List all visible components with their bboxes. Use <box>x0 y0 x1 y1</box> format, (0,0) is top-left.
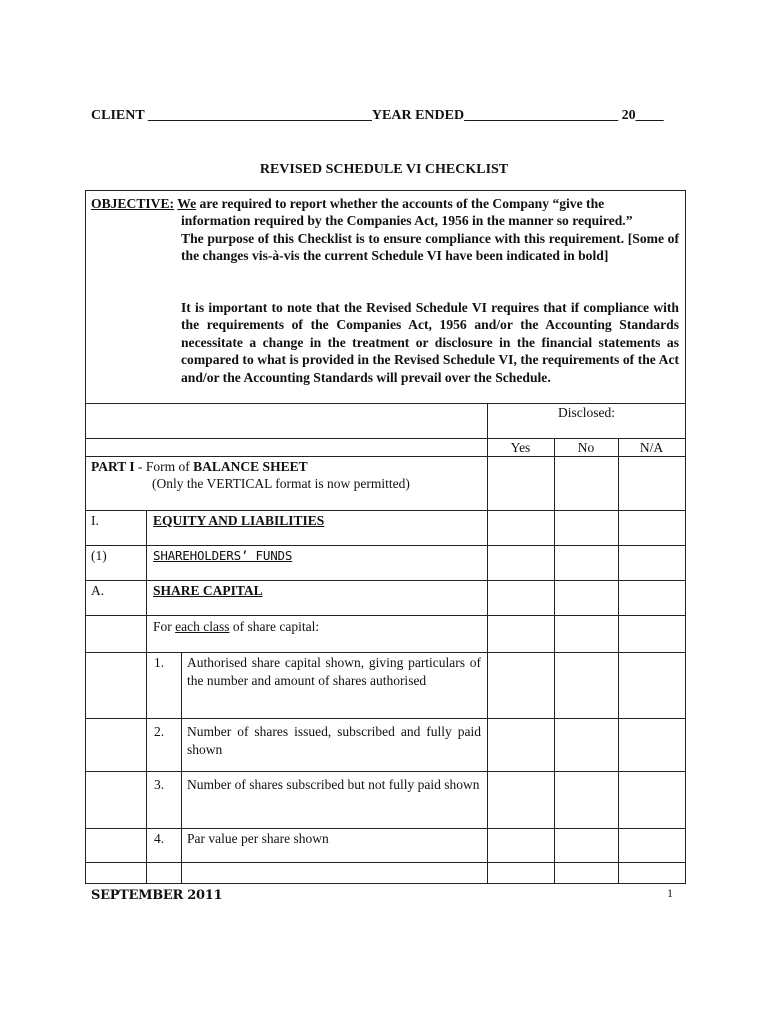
na-column-header: N/A <box>639 440 664 455</box>
item-number: 4. <box>154 831 165 846</box>
objective-paragraph-1: The purpose of this Checklist is to ensure compliance with this requirement. [Some of the changes vis-à-vis the current Schedule VI have been indicated in bold] <box>181 231 679 264</box>
equity-and-liabilities-heading: EQUITY AND LIABILITIES <box>153 513 325 528</box>
item-number: 2. <box>154 724 165 739</box>
objective-line-2: information required by the Companies Act, 1956 in the manner so required.” <box>181 213 633 228</box>
page-title: REVISED SCHEDULE VI CHECKLIST <box>259 162 509 177</box>
checklist-item-text: Number of shares issued, subscribed and fully paid shown <box>187 724 481 757</box>
item-number: 1. <box>154 655 165 670</box>
each-class-instruction: For each class of share capital: <box>153 619 320 634</box>
shareholders-funds-heading: SHAREHOLDERS’ FUNDS <box>153 548 293 563</box>
objective-paragraph-2: It is important to note that the Revised Schedule VI requires that if compliance with the requirements of the Companies Act, 1956 and/or the Accounting Standards necessitate a change in the treatment or disclosure in the financial statements as compared to what is provided in the Revised Schedule VI, the requirements of the Act and/or the Accounting Standards will prevail over the Schedule. <box>181 300 679 385</box>
objective-line-1-text: are required to report whether the accounts of the Company “give the <box>196 196 605 211</box>
objective-line-1 <box>91 195 679 212</box>
item-number: 3. <box>154 777 165 792</box>
client-year-line: CLIENT ________________________________YEAR ENDED______________________ 20____ <box>91 108 664 123</box>
row-number: (1) <box>91 548 107 563</box>
row-number: A. <box>91 583 105 598</box>
share-capital-heading: SHARE CAPITAL <box>153 583 263 598</box>
checklist-item-text: Authorised share capital shown, giving particulars of the number and amount of shares authorised <box>187 655 481 688</box>
page-number: 1 <box>667 886 673 900</box>
part-note: (Only the VERTICAL format is now permitted) <box>152 476 410 491</box>
checklist-item-text: Par value per share shown <box>187 831 329 846</box>
objective-first-word: We <box>177 196 197 211</box>
yes-column-header: Yes <box>510 440 531 455</box>
objective-label: OBJECTIVE: <box>91 196 175 211</box>
row-number: I. <box>91 513 99 528</box>
checklist-item-text: Number of shares subscribed but not fully paid shown <box>187 777 480 792</box>
disclosed-header: Disclosed: <box>558 405 615 420</box>
no-column-header: No <box>577 440 595 455</box>
footer-date: SEPTEMBER 2011 <box>91 888 223 903</box>
part-heading: PART I - Form of BALANCE SHEET <box>91 459 308 474</box>
